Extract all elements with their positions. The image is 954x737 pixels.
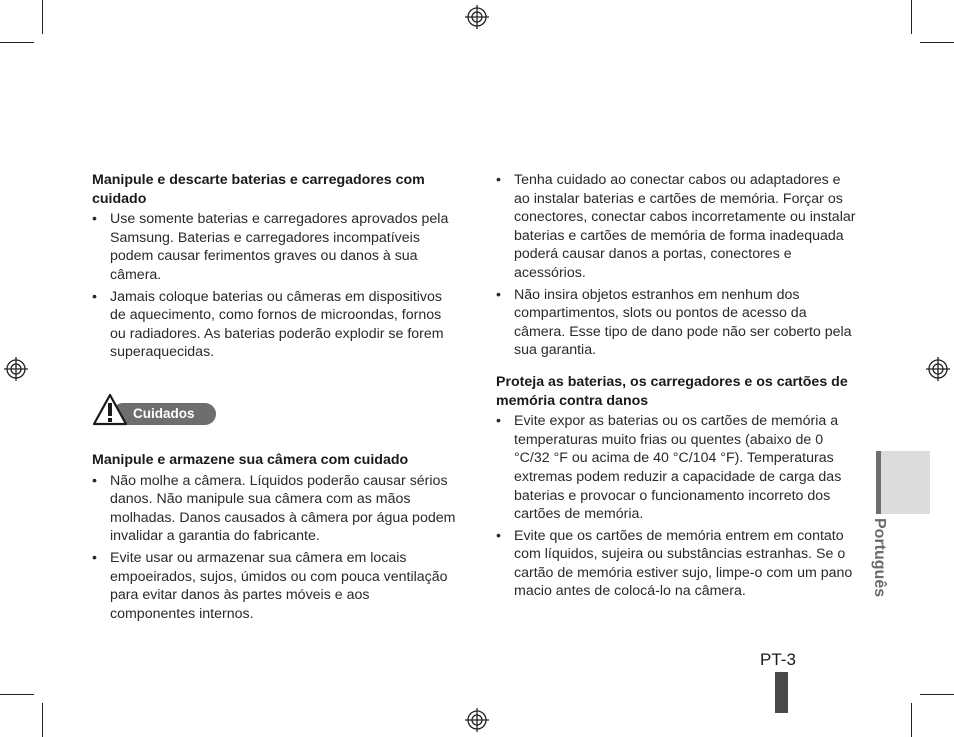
caution-label: Cuidados — [112, 403, 216, 425]
warning-triangle-icon — [92, 393, 128, 427]
section-heading-protect: Proteja as baterias, os carregadores e os cartões de memória contra danos — [496, 373, 848, 409]
right-column — [496, 171, 856, 604]
section-heading-camera-care: Manipule e armazene sua câmera com cuidado — [92, 452, 409, 468]
language-tab-label: Português — [871, 518, 888, 598]
crop-mark-tl-v — [42, 0, 43, 34]
bullet-list — [92, 472, 456, 624]
registration-mark-icon — [4, 357, 28, 381]
caution-badge — [92, 393, 222, 427]
crop-mark-bl-h — [0, 694, 34, 695]
bullet-list — [92, 210, 456, 362]
bullet-list — [496, 412, 856, 601]
list-item: • Jamais coloque baterias ou câmeras em dispositivos de aquecimento, como fornos de microondas, fornos ou radiadores. As baterias poderão explodir se forem superaquecidas. — [92, 288, 456, 362]
left-column-top — [92, 171, 456, 365]
list-item: • Não insira objetos estranhos em nenhum dos compartimentos, slots ou pontos de acesso da câmera. Esse tipo de dano pode não ser coberto pela sua garantia. — [496, 286, 856, 360]
language-tab-bar — [876, 451, 881, 514]
list-item: • Tenha cuidado ao conectar cabos ou adaptadores e ao instalar baterias e cartões de memória. Forçar os conectores, conectar cabos incorretamente ou instalar baterias e cartões de memória de forma inadequada poderá causar danos a portas, conectores e acessórios. — [496, 171, 856, 283]
list-item: • Use somente baterias e carregadores aprovados pela Samsung. Baterias e carregadores incompatíveis podem causar ferimentos graves ou danos à sua câmera. — [92, 210, 456, 284]
crop-mark-br-v — [911, 703, 912, 737]
crop-mark-tl-h — [0, 42, 34, 43]
crop-mark-tr-h — [920, 42, 954, 43]
section-heading-batteries: Manipule e descarte baterias e carregadores com cuidado — [92, 172, 425, 207]
registration-mark-icon — [465, 5, 489, 29]
list-item: • Evite que os cartões de memória entrem em contato com líquidos, sujeira ou substâncias estranhas. Se o cartão de memória estiver sujo, limpe-o com um pano macio antes de colocá-lo na câmera. — [496, 527, 856, 601]
crop-mark-bl-v — [42, 703, 43, 737]
list-item: • Não molhe a câmera. Líquidos poderão causar sérios danos. Não manipule sua câmera com as mãos molhadas. Danos causados à câmera por água podem invalidar a garantia do fabricante. — [92, 472, 456, 546]
list-item: • Evite expor as baterias ou os cartões de memória a temperaturas muito frias ou quentes (abaixo de 0 °C/32 °F ou acima de 40 °C/104 °F). Temperaturas extremas podem reduzir a capacidade de carga das baterias e provocar o funcionamento incorreto dos cartões de memória. — [496, 412, 856, 524]
page-number: PT-3 — [760, 650, 796, 669]
crop-mark-tr-v — [911, 0, 912, 34]
registration-mark-icon — [926, 357, 950, 381]
registration-mark-icon — [465, 708, 489, 732]
language-tab — [876, 451, 930, 514]
page-marker-bar — [775, 672, 788, 713]
crop-mark-br-h — [920, 694, 954, 695]
list-item: • Evite usar ou armazenar sua câmera em locais empoeirados, sujos, úmidos ou com pouca ventilação para evitar danos às partes móveis e aos componentes internos. — [92, 549, 456, 623]
bullet-list — [496, 171, 856, 360]
left-column-bottom — [92, 451, 456, 626]
